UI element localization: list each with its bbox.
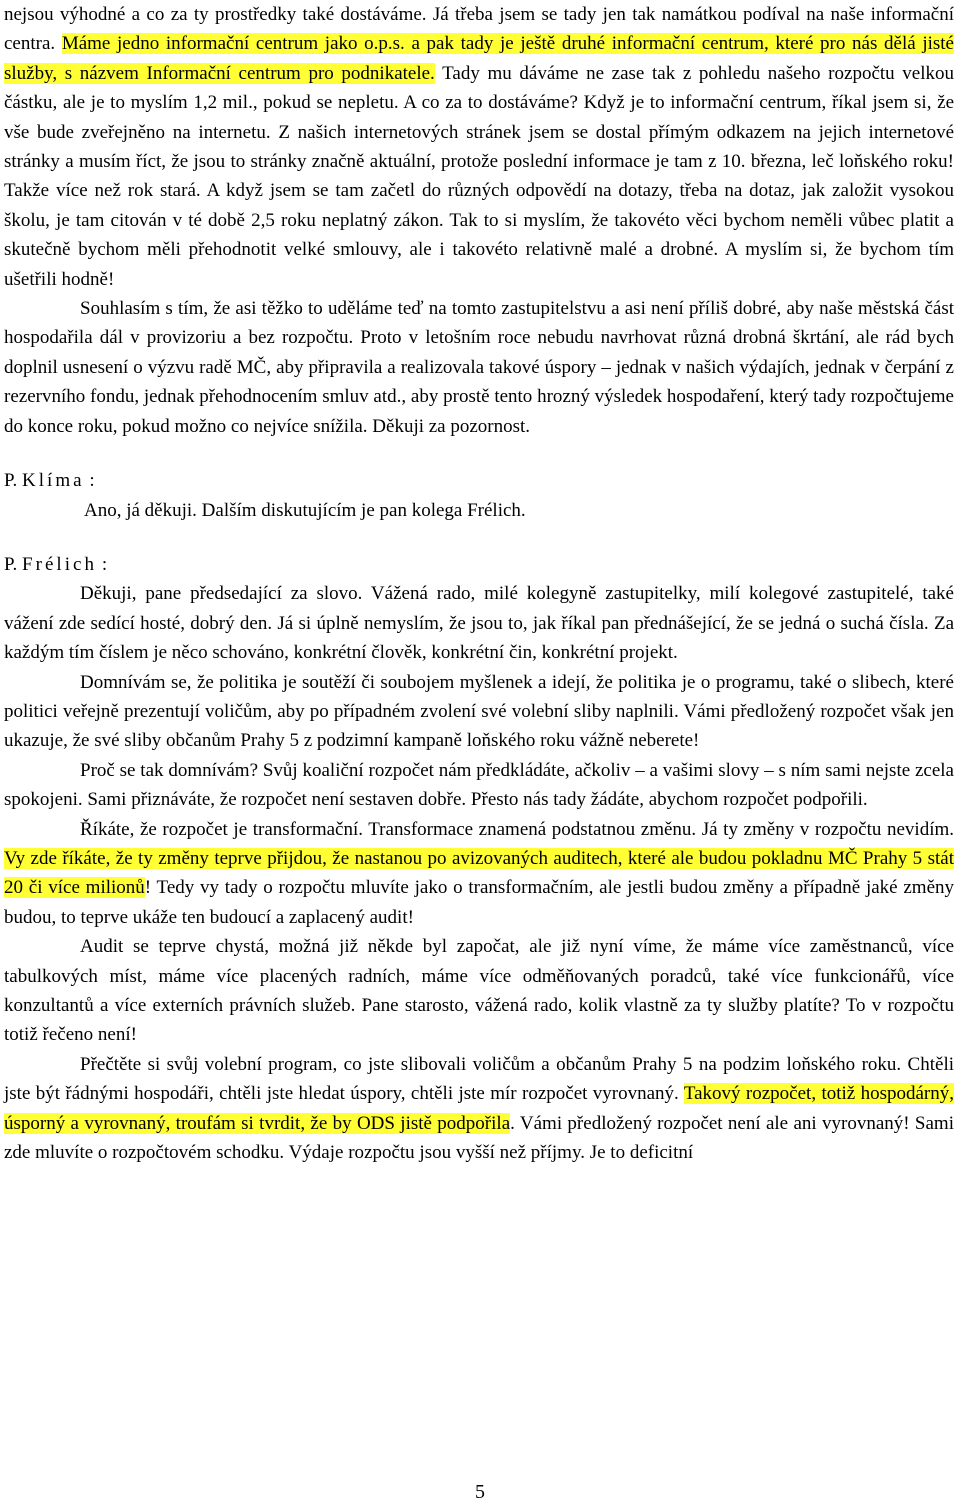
paragraph-7: Audit se teprve chystá, možná již někde byl započat, ale již nyní víme, že máme více zaměstnanců, více tabulkových míst, máme více placených radních, máme více odměňovaných poradců, také více funkcionářů, více konzultantů a více externích právních služeb. Pane starosto, vážená rado, kolik vlastně za ty služby platíte? To v rozpočtu totiž řečeno není!: [4, 936, 954, 1046]
klima-reply: Ano, já děkuji. Dalším diskutujícím je pan kolega Frélich.: [84, 499, 526, 521]
paragraph-1: [4, 0, 954, 294]
para6-start: Říkáte, že rozpočet je transformační. Transformace znamená podstatnou změnu. Já ty změny v rozpočtu nevidím.: [80, 818, 954, 840]
para1-start: nejsou výhodné a co za ty prostředky také dostáváme. Já třeba jsem se tady jen tak namátkou podíval na naše informační centra.: [4, 4, 954, 55]
para6-end: ! Tedy vy tady o rozpočtu mluvíte jako o transformačním, ale jestli budou změny a případně jaké změny budou, to teprve ukáže ten budoucí a zaplacený audit!: [4, 877, 955, 928]
paragraph-5: Proč se tak domnívám? Svůj koaliční rozpočet nám předkládáte, ačkoliv – a vašimi slovy – s ním sami nejste zcela spokojeni. Sami přiznáváte, že rozpočet není sestaven dobře. Přesto nás tady žádáte, abychom rozpočet podpořili.: [4, 759, 954, 811]
highlighted-passage-3: Takový rozpočet, totiž hospodárný, úsporný a vyrovnaný, troufám si tvrdit, že by ODS jistě podpořila: [4, 1083, 954, 1134]
speaker-suffix: :: [84, 470, 95, 492]
transcript-body: [4, 0, 954, 1167]
speaker-name: Klíma: [21, 470, 85, 492]
speaker-name: Frélich: [21, 553, 98, 575]
paragraph-6: [4, 815, 954, 933]
para8-start: Přečtěte si svůj volební program, co jste slibovali voličům a občanům Prahy 5 na podzim loňského roku. Chtěli jste být řádnými hospodáři, chtěli jste hledat úspory, chtěli jste mír rozpočet vyrovnaný.: [4, 1053, 954, 1105]
paragraph-8: [4, 1050, 954, 1168]
speaker-suffix: :: [97, 553, 108, 575]
speaker-prefix: P.: [4, 553, 22, 575]
highlighted-passage-1: Máme jedno informační centrum jako o.p.s. a pak tady je ještě druhé informační centrum, které pro nás dělá jisté služby, s názvem Informační centrum pro podnikatele.: [4, 33, 954, 84]
highlighted-passage-2: Vy zde říkáte, že ty změny teprve přijdou, že nastanou po avizovaných auditech, které ale budou pokladnu MČ Prahy 5 stát 20 či více milionů: [4, 847, 954, 899]
page-number: 5: [475, 1481, 485, 1503]
para1-middle: Tady mu dáváme ne zase tak z pohledu našeho rozpočtu velkou částku, ale je to myslím 1,2 mil., pokud se nepletu. A co za to dostáváme? Když je to informační centrum, říkal jsem si, že vše bude zveřejněno na internetu.: [4, 62, 955, 143]
para8-end: . Vámi předložený rozpočet není ale ani vyrovnaný! Sami zde mluvíte o rozpočtovém schodku. Výdaje rozpočtu jsou vyšší než příjmy. Je to deficitní: [4, 1112, 954, 1164]
paragraph-3: Děkuji, pane předsedající za slovo. Vážená rado, milé kolegyně zastupitelky, milí kolegové zastupitelé, také vážení zde sedící hosté, dobrý den. Já si úplně nemyslím, že jsou to, jak říkal pan přednášející, že se jedná o suchá čísla. Za každým tím číslem je něco schováno, konkrétní člověk, konkrétní čin, konkrétní projekt.: [4, 583, 954, 664]
speaker-heading-klima: [4, 466, 954, 495]
paragraph-4: Domnívám se, že politika je soutěží či soubojem myšlenek a idejí, že politika je o programu, také o slibech, které politici veřejně prezentují voličům, aby po případném zvolení své volební sliby naplnili. Vámi předložený rozpočet však jen ukazuje, že své sliby občanům Prahy 5 z podzimní kampaně loňského roku vážně neberete!: [4, 671, 954, 752]
para1-end: Z našich internetových stránek jsem se dostal přímým odkazem na jejich internetové stránky a musím říct, že jsou to stránky značně aktuální, protože poslední informace je tam z 10. března, leč loňského roku! Takže více než rok stará. A když jsem se tam začetl do různých odpovědí na dotazy, třeba na dotaz, jak založit vysokou školu, je tam citován v té době 2,5 roku neplatný zákon. Tak to si myslím, že takovéto věci bychom neměli vůbec platit a skutečně bychom měli přehodnotit velké smlouvy, ale i takovéto relativně malé a drobné. A myslím si, že bychom tím ušetřili hodně!: [4, 121, 955, 290]
paragraph-2: Souhlasím s tím, že asi těžko to uděláme teď na tomto zastupitelstvu a asi není příliš dobré, aby naše městská část hospodařila dál v provizoriu a bez rozpočtu. Proto v letošním roce nebudu navrhovat různá drobná škrtání, ale rád bych doplnil usnesení o výzvu radě MČ, aby připravila a realizovala takové úspory – jednak v našich výdajích, jednak v čerpání z rezervního fondu, jednak přehodnocením smluv atd., aby prostě tento hrozný výsledek hospodaření, který tady rozpočtujeme do konce roku, pokud možno co nejvíce snížila. Děkuji za pozornost.: [4, 298, 954, 437]
speaker-heading-frelich: [4, 550, 954, 579]
speaker-prefix: P.: [4, 470, 22, 492]
